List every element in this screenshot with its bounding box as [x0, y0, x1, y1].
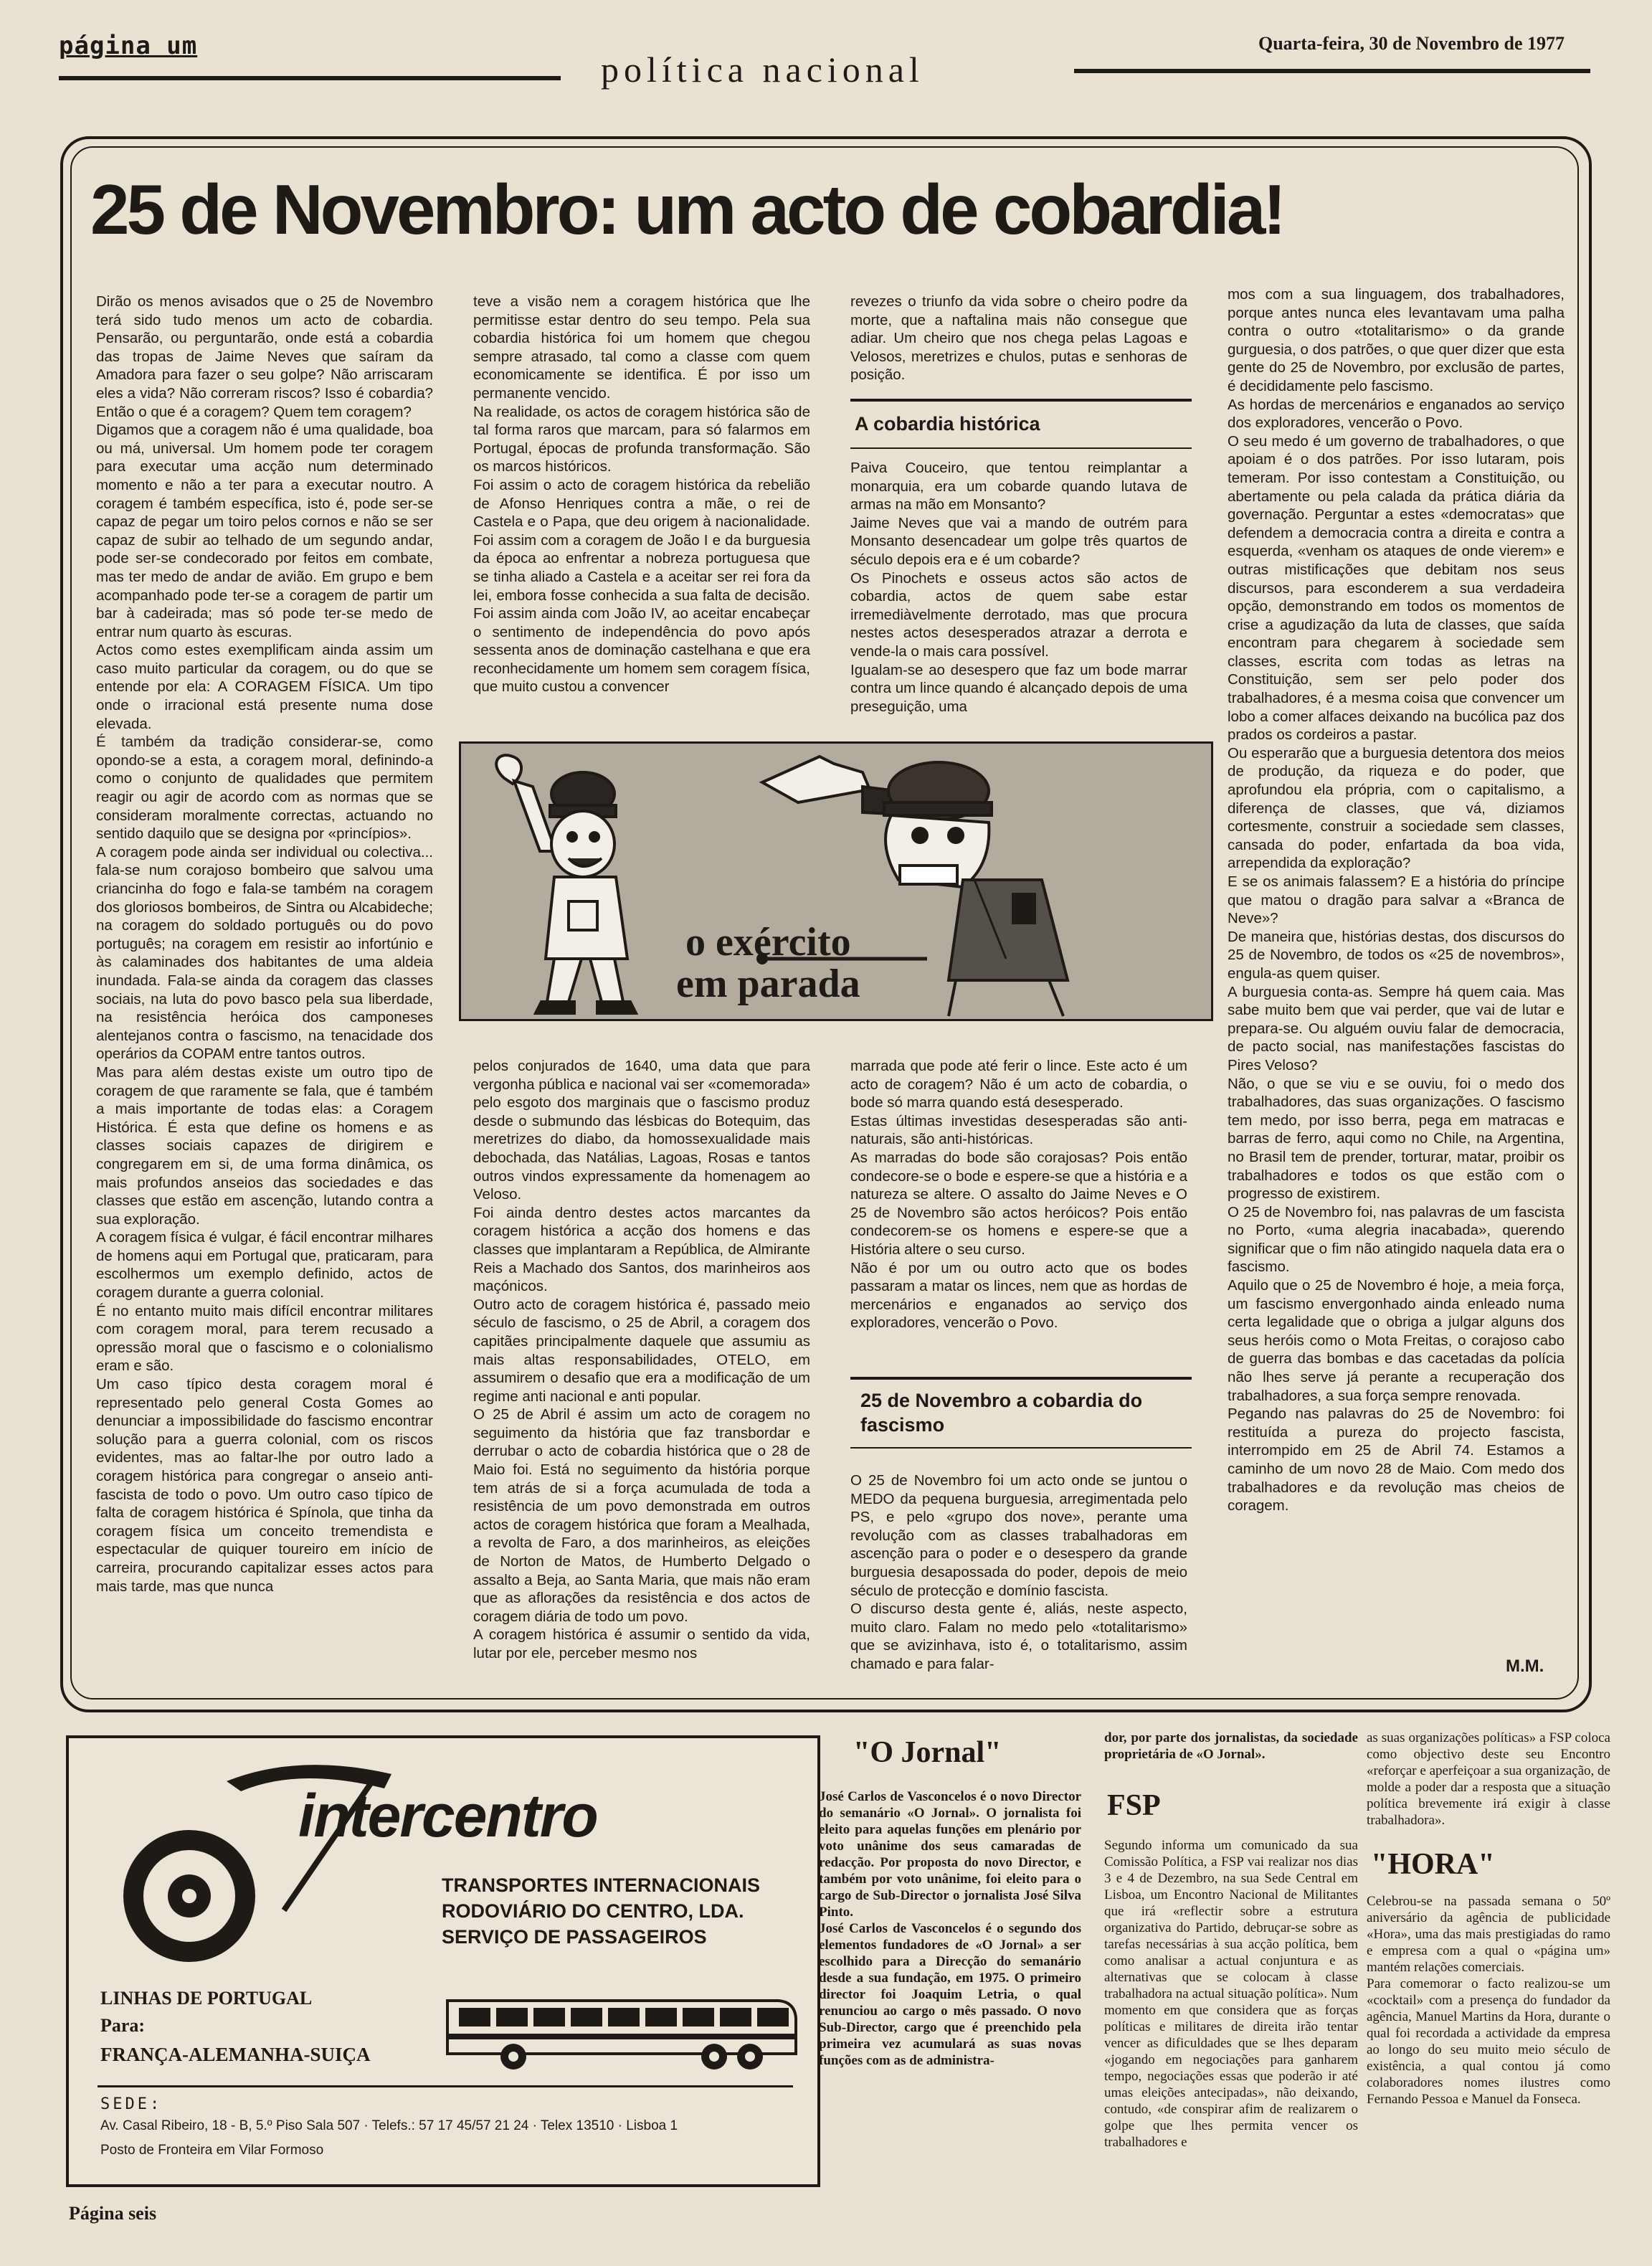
- page-number: Página seis: [69, 2203, 157, 2224]
- cartoon-panel: [459, 741, 1213, 1021]
- ad-service-1: TRANSPORTES INTERNACIONAIS: [442, 1874, 761, 1896]
- article-column-4: mos com a sua linguagem, dos trabalhadores, porque antes nunca eles levantavam uma palha contra o outro «totalitarismo» o da grande gurguesia, o dos patrões, o que quer dizer que esta gente do 25 de Novembro, por exclusão de partes, é decididamente pelo fascismo. As hordas de mercenários e enganados ao serviço dos exploradores, vencerão o Povo. O seu medo é um governo de trabalhadores, o que apoiam é o dos patrões. Por isso lutaram, pois temeram. Por isso contestam a Constituição, ou abertamente ou pela calada da prática diária da governação. Perguntar a estes «democratas» que defendem a democracia contra a direita e contra a esquerda, «venham os ataques de onde vierem» e outras mistificações que debitam nos seus discursos, para esconderem a sua verdadeira opção, demonstrando em todos os momentos de crise a agudização da luta de classes, que saída encontram para chegarem à sociedade sem classes, escrita com todas as letras na Constituição, sem ser pelo poder dos trabalhadores, é a mesma coisa que convencer um lobo a comer alfaces deixando na bucólica paz dos prados os cordeiros a pastar. Ou esperarão que a burguesia detentora dos meios de produção, da riqueza e do poder, que aprofundou ela própria, com o capitalismo, a diferença de classes, que vá, diziamos cortesmente, construir a sociedade sem classes, cansada do poder, enfartada da boa vida, arrependida da exploração? E se os animais falassem? E a história do príncipe que matou o dragão para salvar a «Branca de Neve»? De maneira que, histórias destas, dos discursos do 25 de Novembro, de todos os «25 de novembros», engula-as quem quiser. A burguesia conta-as. Sempre há quem caia. Mas sabe muito bem que vai perder, que vai de lutar e prepara-se. Ou alguém ouviu falar de democracia, de pacto social, nas manifestações fascistas do Pires Veloso? Não, o que se viu e se ouviu, foi o medo dos trabalhadores, das suas organizações. O fascismo tem medo, por isso berra, pega em matracas e barras de ferro, aqui como no Chile, na Argentina, no Brasil tem de prender, torturar, matar, proibir os trabalhadores e todos os que estão com o progresso de existirem. O 25 de Novembro foi, nas palavras de um fascista no Porto, «uma alegria inacabada», querendo significar que o fim não atingido naquela data era o fascismo. Aquilo que o 25 de Novembro é hoje, a meia força, um fascismo envergonhado ainda enleado numa certa legalidade que o obriga a julgar alguns dos seus heróis como o Mota Freitas, o corajoso cabo de guerra das bombas e das cacetadas da polícia não lhes serve já perante a recuperação dos trabalhadores, a sua força sempre renovada. Pegando nas palavras do 25 de Novembro: foi restituída a pureza do projecto fascista, interrompido em 25 de Abril 74. Estamos a caminho de um novo 28 de Maio. Com medo dos trabalhadores e da revolução mas cheios de coragem.: [1228, 286, 1565, 1514]
- article-column-1: Dirão os menos avisados que o 25 de Novembro terá sido tudo menos um acto de cobardia. Pensarão, ou perguntarão, onde está a cobardia das tropas de Jaime Neves que saíram da Amadora para fazer o seu golpe? Não arriscaram eles a vida? Não correram riscos? Isso é cobardia? Então o que é a coragem? Quem tem coragem? Digamos que a coragem não é uma qualidade, boa ou má, universal. Um homem pode ter coragem para executar uma acção num determinado momento e não a ter para a executar noutro. A coragem é também específica, isto é, pode ser-se capaz de pegar um toiro pelos cornos e não se ser capaz de subir ao telhado de um segundo andar, pode ser-se condecorado por feitos em combate, mas ter medo de andar de avião. Em grupo e bem acompanhado pode ter-se a coragem de partir um bar à cadeirada; mas só pode ter-se medo de entrar num quarto às escuras. Actos como estes exemplificam ainda assim um caso muito particular da coragem, ou do que se entende por ela: A CORAGEM FÍSICA. Um tipo onde o irracional está presente numa dose elevada. É também da tradição considerar-se, como opondo-se a esta, a coragem moral, definindo-a como o conjunto de qualidades que permitem reagir ou agir de acordo com as normas que se consideram moralmente correctas, actuando no sentido daquilo que se designa por «princípios». A coragem pode ainda ser individual ou colectiva... fala-se num corajoso bombeiro que salvou uma criancinha do fogo e fala-se também na coragem dos gloriosos bombeiros, de Sintra ou Alcabideche; na coragem do soldado português ou do povo português; na coragem em resistir ao infortúnio e às calaminades dos habitantes de uma aldeia inundada. Fala-se ainda da coragem das classes sociais, na luta do povo basco pela sua liberdade, na resistência heróica dos camponeses alentejanos contra o fascismo, na tenacidade dos operários da COPAM entre tantos outros. Mas para além destas existe um outro tipo de coragem de que raramente se fala, que é também a mais importante de todas elas: a Coragem Histórica. É esta que define os homens e as classes sociais capazes de dirigirem e congregarem em si, de uma forma dinâmica, os mais profundos anseios das sociedades e das classes que estão em ascenção, lutando contra a sua exploração. A coragem física é vulgar, é fácil encontrar milhares de homens aqui em Portugal que, praticaram, para escolhermos um exemplo definido, actos de coragem durante a guerra colonial. É no entanto muito mais difícil encontrar militares com coragem moral, para terem recusado a opressão moral que o fascismo e o colonialismo eram e são. Um caso típico desta coragem moral é representado pelo general Costa Gomes ao denunciar a impossibilidade do fascismo encontrar solução para a guerra colonial, com os riscos evidentes, mas ao faltar-lhe por outro lado a coragem histórica para congregar o anseio anti-fascista de todo o povo. Um outro caso típico de falta de coragem histórica é Spínola, que tinha da coragem física um conceito tremendista e espectacular de quiquer toureiro em início de carreira, procurando capitalizar esses actos para mais tarde, mas que nunca: [96, 293, 433, 1595]
- ad-address: Av. Casal Ribeiro, 18 - B, 5.º Piso Sala 507 · Telefs.: 57 17 45/57 21 24 · Telex 13510 · Lisboa 1: [100, 2118, 678, 2133]
- article-column-3-mid: Paiva Couceiro, que tentou reimplantar a monarquia, era um cobarde quando lutava de armas na mão em Monsanto? Jaime Neves que vai a mando de outrém para Monsanto desencadear um golpe três quartos de século depois era e é um cobarde? Os Pinochets e osseus actos são actos de cobardia, actos de quem sabe estar irremediàvelmente derrotado, mas que procura nestes actos desesperados atrazar a derrota e vende-la o mais cara possível. Igualam-se ao desespero que faz um bode marrar contra um lince quando é alcançado depois de uma preseguição, uma: [850, 460, 1187, 715]
- cartoon-caption: o exército em parada: [676, 920, 860, 1006]
- brief-ojornal-continued: dor, por parte dos jornalistas, da sociedade proprietária de «O Jornal».: [1104, 1730, 1358, 1762]
- brief-hora-title: "HORA": [1371, 1848, 1495, 1881]
- brief-fsp-continued: as suas organizações políticas» a FSP coloca como objectivo deste seu Encontro «reforçar e aperfeiçoar a sua organização, de molde a poder dar a resposta que a situação política brevemente irá exigir à classe trabalhadora».: [1367, 1730, 1610, 1828]
- cartoon-general-figure: [496, 755, 636, 1013]
- article-column-2-bottom: pelos conjurados de 1640, uma data que para vergonha pública e nacional vai ser «comemorada» pelo esgoto dos marginais que o fascismo produz desde o submundo das lésbicas do Botequim, das meretrizes do diabo, da homossexualidade mais debochada, das Natálias, Lagoas, Rosas e tantos outros vindos expressamente da homenagem ao Veloso. Foi ainda dentro destes actos marcantes da coragem histórica a acção dos homens e das classes que implantaram a República, de Almirante Reis a Machado dos Santos, dos marinheiros aos maçónicos. Outro acto de coragem histórica é, passado meio século de fascismo, o 25 de Abril, a coragem dos capitães principalmente daquele que assumiu as mais altas responsabilidades, OTELO, em assumirem o desafio que era a modificação de um regime anti nacional e anti popular. O 25 de Abril é assim um acto de coragem no seguimento da história que faz transbordar e derrubar o acto de cobardia histórica que o 28 de Maio foi. Está no seguimento da história porque tem atrás de si a força acumulada de toda a resistência de um povo demonstrada em outros actos de coragem histórica que foram a Mealhada, a revolta de Faro, a dos marinheiros, as eleições de Norton de Matos, de Humberto Delgado o assalto a Beja, ao Santa Maria, que mais não eram que as aflorações da resistência e dos actos de coragem diária de todo um povo. A coragem histórica é assumir o sentido da vida, lutar por ele, perceber mesmo nos: [473, 1058, 810, 1661]
- brief-hora-text: Celebrou-se na passada semana o 50º aniversário da agência de publicidade «Hora», uma das mais prestigiadas do ramo e empresa com a qual o «página um» mantém relações comerciais. Para comemorar o facto realizou-se um «cocktail» com a presença do fundador da agência, Manuel Martins da Hora, durante o qual foi recordada a actividade da empresa ao longo do seu muito meio século de existência, a qual contou já como colaboradores nomes ilustres como Fernando Pessoa e Manuel da Fonseca.: [1367, 1894, 1610, 2107]
- intercentro-ad: [66, 1735, 820, 2187]
- ad-para: Para:: [100, 2015, 146, 2036]
- brief-ojornal-text: José Carlos de Vasconcelos é o novo Director do semanário «O Jornal». O jornalista foi eleito para aquelas funções em plenário por voto unânime dos seus camaradas de redacção. Por proposta do novo Director, e também por voto unânime, foi eleito para o cargo de Sub-Director o jornalista José Silva Pinto. José Carlos de Vasconcelos é o segundo dos elementos fundadores de «O Jornal» a ser escolhido para a Direcção do semanário desde a sua fundação, em 1975. O primeiro director foi Joaquim Letria, o qual renunciou ao cargo o mês passado. O novo Sub-Director, cargo que é preenchido pela primeira vez acumulará as suas novas funções com as de administra-: [819, 1789, 1081, 2068]
- ad-branch: Posto de Fronteira em Vilar Formoso: [100, 2143, 324, 2158]
- subhead-rule-1: [850, 399, 1192, 402]
- subhead-rule-2b: [850, 1447, 1192, 1449]
- ad-service-3: SERVIÇO DE PASSAGEIROS: [442, 1926, 707, 1948]
- brief-ojornal-title: "O Jornal": [853, 1736, 1002, 1769]
- page-label: página um: [59, 32, 198, 60]
- article-title: 25 de Novembro: um acto de cobardia!: [90, 170, 1283, 249]
- header-rule-left: [59, 76, 561, 80]
- header-rule-right: [1074, 69, 1590, 73]
- bus-illustration: [442, 1989, 800, 2075]
- article-column-3-bottom: marrada que pode até ferir o lince. Este acto é um acto de coragem? Não é um acto de cobardia, o bode só marra quando está desesperado. Estas últimas investidas desesperadas são anti-naturais, são anti-históricas. As marradas do bode são corajosas? Pois então condecore-se o bode e espere-se que a história e a natureza se altere. O assalto do Jaime Neves e O 25 de Novembro são actos heróicos? Pois então condecorem-se os homens e espere-se que a História altere o seu curso. Não é por um ou outro acto que os bodes passaram a matar os linces, nem que as hordas de mercenários e enganados ao serviço dos exploradores, vencerão o Povo.: [850, 1058, 1187, 1332]
- brief-fsp-text: Segundo informa um comunicado da sua Comissão Política, a FSP vai realizar nos dias 3 e 4 de Dezembro, na sua Sede Central em Lisboa, um Encontro Nacional de Militantes que irá «reflectir sobre a estrutura organizativa do Partido, debruçar-se sobre as tarefas necessárias à sua acção política, bem como analisar a actual conjuntura e as alternativas que se colocam à classe trabalhadora na actual situação política». Num momento em que considera que as forças políticas e militares de direita irão tentar vencer as dificuldades que se lhes deparam «jogando em negociações para ganharem tempo, negociações essas que poderão ir até umas eleições antecipadas», não deixando, contudo, «de conspirar afim de realizarem o golpe que lhes permita vencer os trabalhadores e: [1104, 1838, 1358, 2150]
- ad-sede-label: SEDE:: [100, 2095, 163, 2113]
- article-column-2-top: teve a visão nem a coragem histórica que lhe permitisse estar dentro do seu tempo. Pela sua cobardia histórica foi um homem que chegou sempre atrasado, tal como a classe com quem economicamente se identifica. É por isso um permanente vencido. Na realidade, os actos de coragem histórica são de tal forma raros que marcam, para só falarmos em Portugal, épocas de profunda transformação. São os marcos históricos. Foi assim o acto de coragem histórica da rebelião de Afonso Henriques contra a mãe, o rei de Castela e o Papa, que deu origem à nacionalidade. Foi assim com a coragem de João I e da burguesia da época ao enfrentar a nobreza portuguesa que se tinha aliado a Castela e a aceitar ser rei fora da lei, embora fosse conhecida a sua falta de decisão. Foi assim ainda com João IV, ao aceitar encabeçar o sentimento de independência do povo após sessenta anos de dominação castelhana e que era reconhecidamente um homem sem coragem física, que muito custou a convencer: [473, 293, 810, 696]
- intercentro-brand: intercentro: [298, 1782, 597, 1849]
- ad-service-2: RODOVIÁRIO DO CENTRO, LDA.: [442, 1900, 744, 1922]
- subhead-rule-2: [850, 1377, 1192, 1380]
- article-column-3-top: revezes o triunfo da vida sobre o cheiro podre da morte, que a naftalina mais não consegue que adiar. Um cheiro que nos chega pelas Lagoas e Velosos, meretrizes e chulos, putas e senhoras de posição.: [850, 293, 1187, 384]
- subhead-25-novembro: 25 de Novembro a cobardia do fascismo: [860, 1390, 1143, 1436]
- ad-rule: [98, 2085, 793, 2087]
- ad-destinations: FRANÇA-ALEMANHA-SUIÇA: [100, 2044, 371, 2065]
- section-title: política nacional: [601, 49, 924, 90]
- article-column-3-end: O 25 de Novembro foi um acto onde se juntou o MEDO da pequena burguesia, arregimentada pelo PS, e pelo «grupo dos nove», perante uma revolução com as classes trabalhadoras em ascenção para o poder e o desespero da grande burguesia desapossada do poder, depois de meio século de protecção e domínio fascista. O discurso desta gente é, aliás, neste aspecto, muito claro. Falam no medo pelo «totalitarismo» que se avizinhava, isto é, o totalitarismo, assim chamado e para falar-: [850, 1472, 1187, 1672]
- subhead-cobardia-historica: A cobardia histórica: [855, 413, 1040, 435]
- author-signature: M.M.: [1506, 1656, 1544, 1676]
- ad-lines: LINHAS DE PORTUGAL: [100, 1988, 313, 2009]
- issue-date: Quarta-feira, 30 de Novembro de 1977: [1258, 33, 1565, 54]
- brief-fsp-title: FSP: [1107, 1789, 1161, 1822]
- subhead-rule-1b: [850, 447, 1192, 449]
